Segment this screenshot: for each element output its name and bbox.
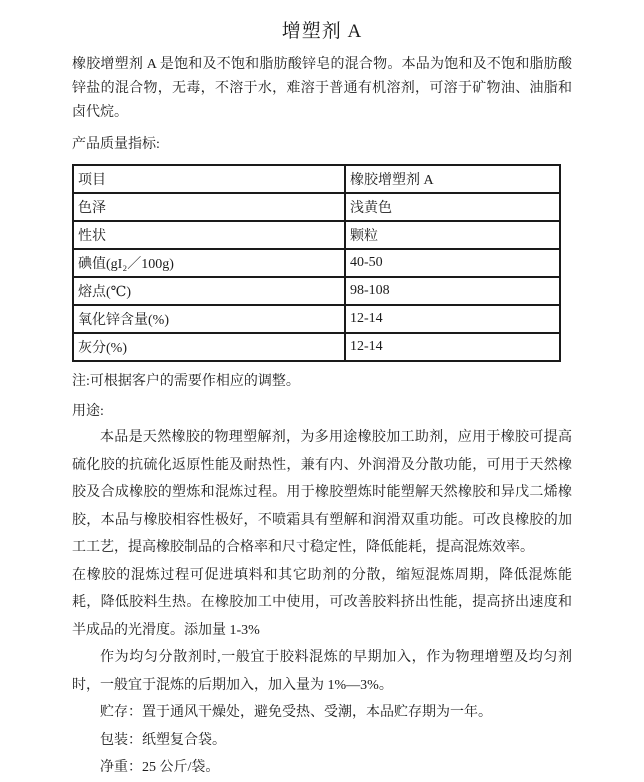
note-line: 注:可根据客户的需要作相应的调整。 bbox=[72, 374, 300, 389]
packaging-line: 包装：纸塑复合袋。 bbox=[100, 732, 226, 748]
table-row bbox=[73, 193, 560, 221]
table-cell-value: 颗粒 bbox=[345, 221, 560, 249]
table-row bbox=[73, 305, 560, 333]
table-cell-item: 灰分(%) bbox=[73, 333, 345, 361]
quality-table-body bbox=[73, 165, 560, 361]
usage-paragraph: 在橡胶的混炼过程可促进填料和其它助剂的分散，缩短混炼周期，降低混炼能耗，降低胶料生热。在橡胶加工中使用，可改善胶料挤出性能，提高挤出速度和半成品的光滑度。添加量 1-3% bbox=[72, 567, 572, 638]
table-cell-item: 熔点(℃) bbox=[73, 277, 345, 305]
usage-section bbox=[72, 424, 572, 699]
table-cell-value: 12-14 bbox=[345, 305, 560, 333]
usage-paragraph: 作为均匀分散剂时,一般宜于胶料混炼的早期加入，作为物理增塑及均匀剂时，一般宜于混炼的后期加入，加入量为 1%—3%。 bbox=[72, 650, 572, 693]
table-cell-value: 98-108 bbox=[345, 277, 560, 305]
table-cell-value: 40-50 bbox=[345, 249, 560, 277]
table-cell-item: 氧化锌含量(%) bbox=[73, 305, 345, 333]
table-cell-item: 性状 bbox=[73, 221, 345, 249]
table-row bbox=[73, 221, 560, 249]
table-row bbox=[73, 165, 560, 193]
table-row bbox=[73, 277, 560, 305]
quality-indicators-label: 产品质量指标: bbox=[72, 137, 160, 152]
table-cell-value: 12-14 bbox=[345, 333, 560, 361]
quality-table bbox=[72, 164, 561, 362]
table-cell-item: 项目 bbox=[73, 165, 345, 193]
storage-line: 贮存：置于通风干燥处，避免受热、受潮，本品贮存期为一年。 bbox=[100, 705, 492, 720]
usage-label: 用途: bbox=[72, 404, 104, 419]
table-cell-item: 碘值(gI₂／100g) bbox=[73, 249, 345, 277]
table-cell-value: 浅黄色 bbox=[345, 193, 560, 221]
usage-paragraph: 本品是天然橡胶的物理塑解剂，为多用途橡胶加工助剂，应用于橡胶可提高硫化胶的抗硫化返原性能及耐热性，兼有内、外润滑及分散功能，可用于天然橡胶及合成橡胶的塑炼和混炼过程。用于橡胶塑炼时能塑解天然橡胶和异戊二烯橡胶，本品与橡胶相容性极好，不喷霜具有塑解和润滑双重功能。可改良橡胶的加工工艺，提高橡胶制品的合格率和尺寸稳定性，降低能耗，提高混炼效率。 bbox=[72, 430, 572, 555]
intro-paragraph: 橡胶增塑剂 A 是饱和及不饱和脂肪酸锌皂的混合物。本品为饱和及不饱和脂肪酸锌盐的混合物，无毒，不溶于水，难溶于普通有机溶剂，可溶于矿物油、油脂和卤代烷。 bbox=[72, 57, 572, 120]
net-weight-line: 净重：25 公斤/袋。 bbox=[100, 760, 220, 775]
page-title: 增塑剂 A bbox=[281, 21, 363, 42]
table-row bbox=[73, 333, 560, 361]
table-row bbox=[73, 249, 560, 277]
table-cell-item: 色泽 bbox=[73, 193, 345, 221]
table-cell-value: 橡胶增塑剂 A bbox=[345, 165, 560, 193]
